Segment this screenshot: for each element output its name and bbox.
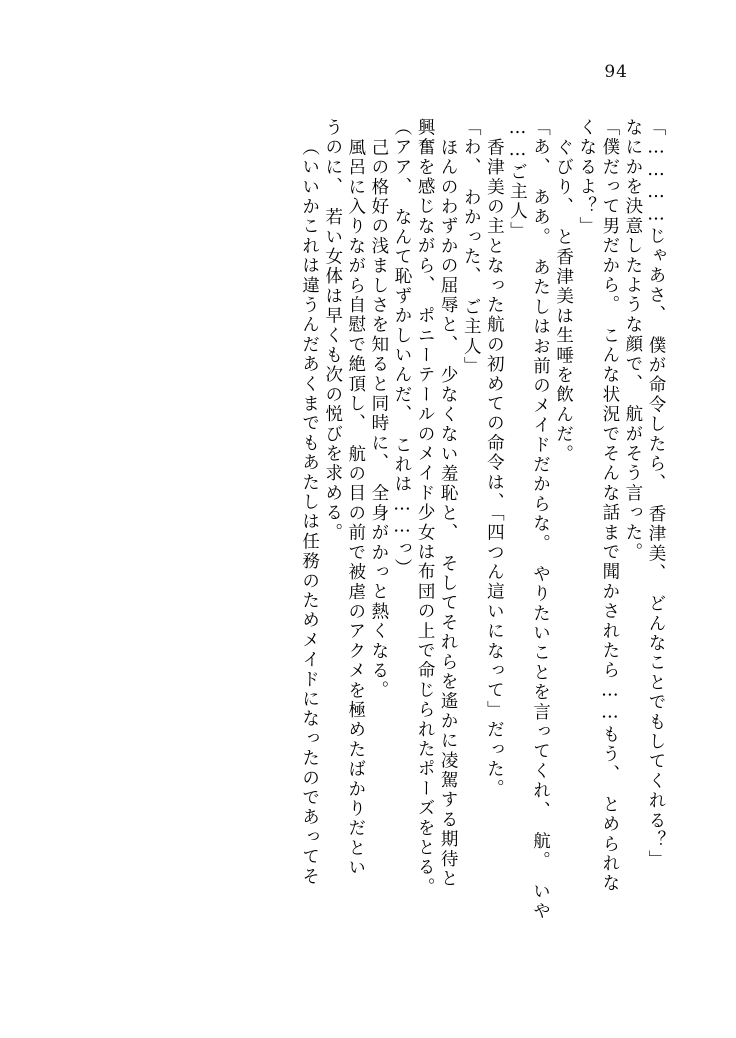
vertical-text-body	[62, 118, 664, 978]
text-line: 「…………じゃあさ、 僕が命令したら、 香津美、 どんなことでもしてくれる？」	[646, 118, 666, 871]
text-line: 「わ、 わかった、 ご主人」	[461, 118, 482, 377]
text-line: 風呂に入りながら自慰で絶頂し、 航の目の前で被虐のアクメを極めたばかりだとい	[345, 138, 366, 878]
text-line: （いいかこれは違うんだあくまでもあたしは任務のためメイドになったのであってそ	[299, 138, 320, 887]
text-line: くなるよ？」	[576, 118, 597, 237]
text-line: 香津美の主となった航の初めての命令は、「四つん這いになって」だった。	[484, 138, 505, 800]
text-line: なにかを決意したような顔で、 航がそう言った。	[622, 118, 643, 563]
text-line: ほんのわずかの屈辱と、 少なくない羞恥と、 そしてそれらを遙かに凌駕する期待と	[438, 138, 459, 889]
text-line: 己の格好の浅ましさを知ると同時に、 全身がかっと熱くなる。	[368, 138, 389, 701]
page-number: 94	[604, 62, 628, 82]
text-line: 興奮を感じながら、 ポニーテールのメイド少女は布団の上で命じられたポーズをとる。	[415, 118, 436, 898]
text-line: （アア、 なんて恥ずかしいんだ、 これは……っ）	[391, 118, 412, 579]
text-line: 「僕だって男だから。 こんな状況でそんな話まで聞かされたら……もう、 とめられな	[599, 118, 620, 894]
text-line: 「あ、 ああ。 あたしはお前のメイドだからな。 やりたいことを言ってくれ、 航。 いや	[530, 118, 551, 922]
text-line: ぐびり、 と香津美は生唾を飲んだ。	[553, 138, 574, 465]
text-line: ……ご主人」	[507, 118, 528, 242]
text-line: うのに、 若い女体は早くも次の悦びを求める。	[322, 118, 343, 543]
